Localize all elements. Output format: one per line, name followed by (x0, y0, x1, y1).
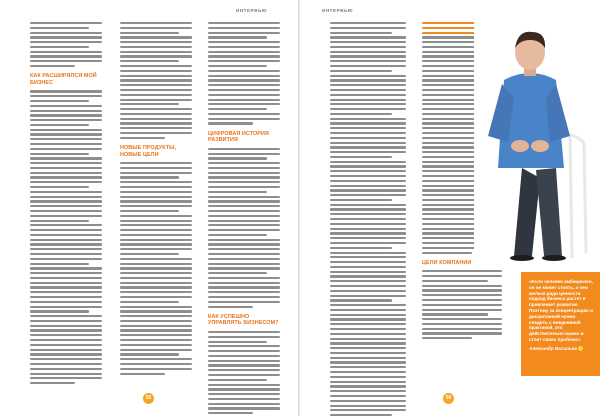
body-text (208, 331, 280, 414)
heading-business-expansion: КАК РАСШИРЯЛСЯ МОЙ БИЗНЕС (30, 73, 97, 86)
heading-manage-business: КАК УСПЕШНО УПРАВЛЯТЬ БИЗНЕСОМ? (208, 313, 279, 327)
section-label-right: ИНТЕРВЬЮ (322, 8, 354, 13)
body-text (120, 22, 192, 139)
quote-author-line (529, 346, 593, 352)
smile-icon (578, 346, 583, 351)
body-text (208, 148, 280, 308)
portrait-illustration (474, 18, 600, 264)
heading-digital-history: ЦИФРОВАЯ ИСТОРИЯ РАЗВИТИЯ (208, 130, 269, 144)
left-column-3 (208, 22, 280, 416)
heading-company-goals: ЦЕЛИ КОМПАНИИ (422, 259, 472, 266)
page-number-right: 56 (443, 393, 454, 404)
heading-new-products: НОВЫЕ ПРОДУКТЫ, НОВЫЕ ЦЕЛИ (120, 144, 177, 158)
body-text (120, 162, 192, 375)
portrait-photo (474, 18, 600, 264)
right-column-1 (330, 22, 406, 416)
section-label-left: ИНТЕРВЬЮ (236, 8, 268, 13)
body-text (30, 90, 102, 384)
left-column-2 (120, 22, 192, 377)
quote-text: «Если человек амбициозен, он не может стоять, а чем мельче ради ценности подход бизнеса растет и привлекает развитие. Поэтому за концентрацию и дисциплиной нужно следить с ежедневной практикой, это действительно важно и стоит своих проблем». (529, 279, 593, 342)
body-text (208, 22, 280, 125)
left-column-1 (30, 22, 102, 387)
left-page (0, 0, 299, 416)
right-page (300, 0, 600, 416)
page-number-left: 55 (143, 393, 154, 404)
body-text (330, 22, 406, 416)
quote-author: Александр Васильев (529, 345, 577, 351)
quote-box (521, 272, 600, 376)
body-text (422, 270, 502, 339)
body-text (30, 22, 102, 67)
